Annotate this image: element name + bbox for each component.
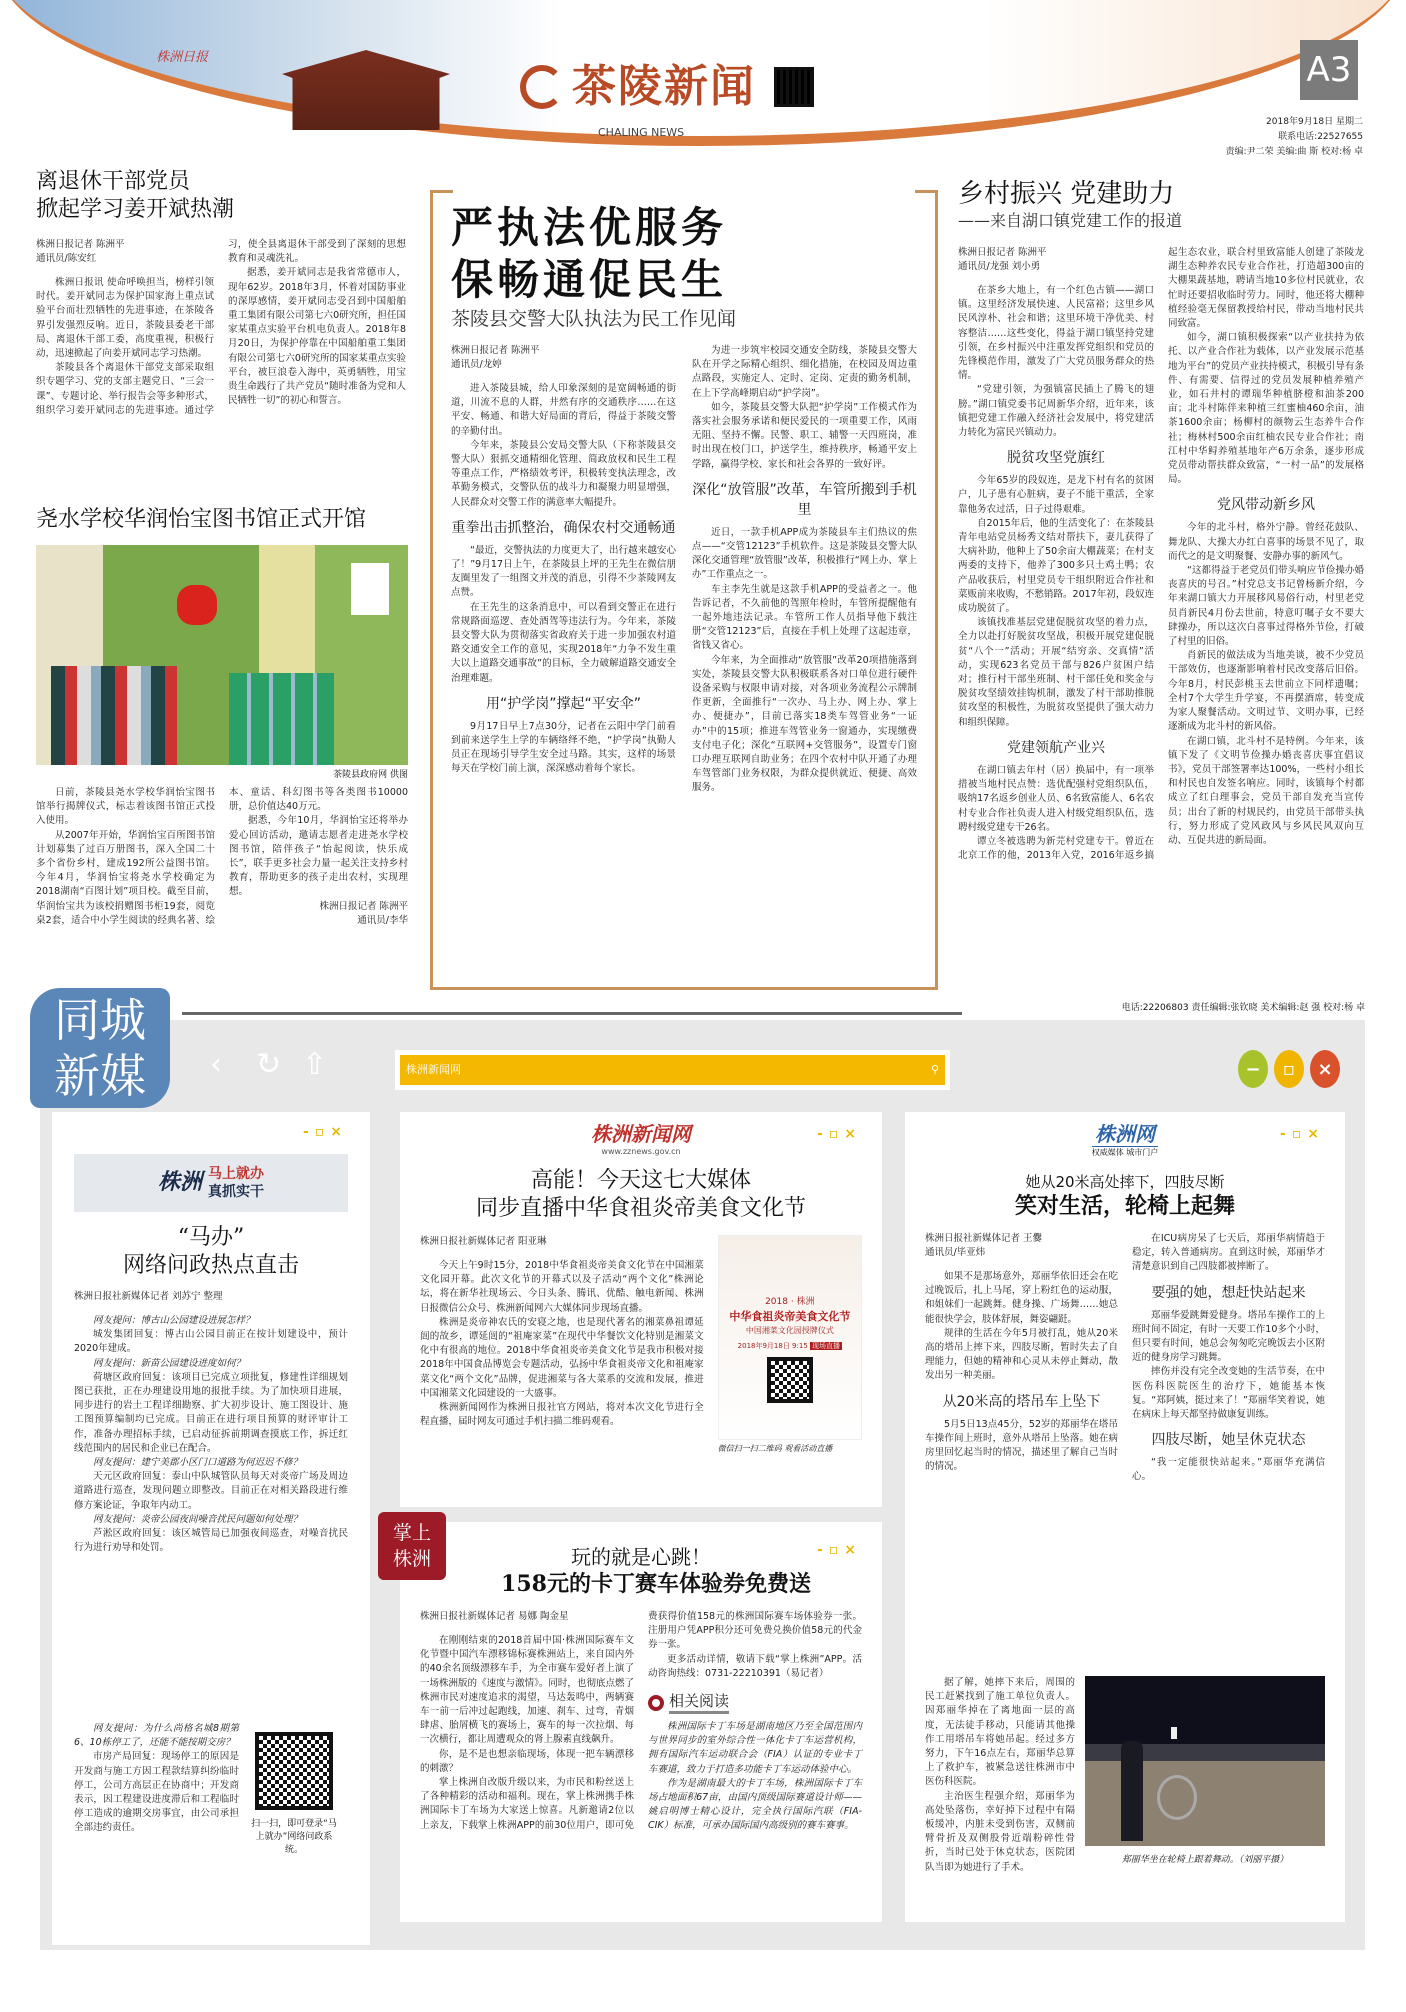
subheading: 脱贫攻坚党旗红 (1007, 450, 1105, 467)
headline: 笑对生活，轮椅上起舞 (1014, 1193, 1235, 1219)
people-right (229, 673, 333, 765)
qr-code-icon (774, 67, 814, 107)
question: 网友提问：新苗公园建设进度如何？ (93, 1357, 246, 1369)
caregiver-figure (1121, 1741, 1143, 1841)
page-number: A3 (1300, 40, 1358, 100)
circle-icon (648, 1695, 664, 1711)
byline: 株洲日报记者 陈洲平 通讯员/陈安红 (36, 239, 125, 264)
paragraph: 在王先生的这条消息中，可以看到交警正在进行常规路面巡逻、查处酒驾等违法行为。今年来，茶陵县交警大队为贯彻落实省政府关于进一步加强农村道路交通安全工作的意见，实现2018年“力争不发生重大以上道路交通事故”的目标，全力破解道路交通安全治理难题。 (451, 601, 676, 684)
subheading: 从20米高的塔吊车上坠下 (942, 1393, 1101, 1410)
paragraph: 掌上株洲自改版升级以来，为市民和粉丝送上了各种精彩的活动和福利。现在，掌上株洲携手株洲国际卡丁车场为大家送上惊喜。凡新邀请2位以上亲友，下载掌上株洲APP的前30位用户，即可免费获得价值158元的株洲国际赛车场体验券一张。注册用户凭APP积分还可免费兑换价值58元的代金券一张。 (420, 1611, 862, 1831)
paragraph: 据悉，姜开斌同志是我省常德市人，现年62岁。2018年3月，怀着对国防事业的深厚感情，姜开斌同志受召到中国船舶重工集团有限公司第七六0研究所，担任国家某重点实验平台机电负责人。2018年8月20日，为保护停靠在中国船舶重工集团有限公司第七六0研究所的国家某重点实验平台，被巨浪卷入海中，英勇牺牲，用宝贵生命践行了共产党员“随时准备为党和人民牺牲一切”的初心和誓言。 (228, 267, 406, 407)
paragraph: 你，是不是也想亲临现场，体现一把车辆漂移的刺激？ (420, 1748, 634, 1774)
minimize-icon[interactable]: − (1238, 1050, 1268, 1088)
headline-line2: 158元的卡丁赛车体验券免费送 (501, 1571, 811, 1597)
paragraph: 为进一步筑牢校园交通安全防线，茶陵县交警大队在开学之际精心组织、细化措施，在校园及周边重点路段，实施定人、定时、定岗、定责的勤务机制，在上下学高峰期启动“护学岗”。 (692, 345, 917, 399)
article-body (36, 786, 408, 962)
card-food-festival (400, 1112, 882, 1507)
card-window-controls[interactable]: -▫× (816, 1542, 862, 1558)
section-badge: 同城 新媒 (30, 988, 170, 1108)
maximize-icon[interactable]: ▫ (1274, 1050, 1304, 1088)
paragraph: “这都得益于老党员们带头响应节俭操办婚丧喜庆的号召。”村党总支书记曾杨新介绍，今年来湖口镇大力开展移风易俗行动，村里老党员肖新民4月份去世前，特意叮嘱子女不要大肆操办，所以这次白喜事过得格外节俭，打破了村里的旧俗。 (1168, 565, 1364, 648)
section-title: 茶陵新闻 (572, 61, 756, 112)
paragraph: 今年来，为全面推动“放管服”改革20项措施落到实处，茶陵县交警大队积极联系各对口单位进行硬件设备采购与权限申请对接，对各项业务流程公示牌制作更新，全面推行“一次办、马上办、网上办、掌上办、便捷办”，目前已落实18类车驾管业务“一证办”中的15项；推进车驾管业务一窗通办，实现缴费支付电子化；深化“互联网+交管服务”，设置专门窗口办理互联网自助业务；在四个农村中队开通了办理车驾管部门业务权限，为群众提供就近、便捷、高效服务。 (692, 654, 917, 794)
paragraph: 株洲日报讯 使命呼唤担当，榜样引领时代。姜开斌同志为保护国家海上重点试验平台而壮烈牺牲的先进事迹，在茶陵各界引发强烈反响。近日，茶陵县委老干部局、离退休干部工委，高度重视，积极行动，迅速掀起了向姜开斌同志学习热潮。 (36, 277, 214, 360)
question: 网友提问：炎帝公园夜间噪音扰民问题如何处理？ (93, 1513, 303, 1525)
answer: 城发集团回复：博古山公园目前正在按计划建设中，预计2020年建成。 (74, 1329, 348, 1355)
poster-caption: 微信扫一扫二维码 观看活动直播 (717, 1444, 833, 1453)
article-body (958, 246, 1364, 976)
answer: 市房产局回复：现场停工的原因是开发商与施工方因工程款结算纠纷临时停工，公司方高层正在协商中；开发商表示，因工程建设进度滞后和工程临时停工造成的逾期交房事宜，由公司承担全部违约责任。 (74, 1751, 239, 1834)
paragraph: 摔伤并没有完全改变她的生活节奏，在中医伤科医院医生的治疗下，她能基本恢复。“郑阿姨，挺过来了！”郑丽华笑着说，她在病床上每天都坚持做康复训练。 (1132, 1366, 1325, 1421)
paragraph: 谭立冬被选聘为新芫村党建专干。曾近在北京工作的他，2013年入党，2016年返乡搞起生态农业，联合村里致富能人创建了茶陵龙湖生态种养农民专业合作社，打造超300亩的大棚果蔬基地，聘请当地10多位村民就业，农忙时还要招收临时劳力。同时，他还将大棚种植经验毫无保留教授给村民，带动当地村民共同致富。 (958, 247, 1364, 862)
headline-line2: 掀起学习姜开斌热潮 (36, 197, 235, 222)
paragraph: 作为是湖南最大的卡丁车场，株洲国际卡丁车场占地面积67亩，由国内顶级国际赛道设计师——姚启明博士精心设计，完全执行国际汽联（FIA-CIK）标准，可承办国际国内高级别的赛车赛事。 (648, 1777, 862, 1832)
paragraph: 近日，一款手机APP成为茶陵县车主们热议的焦点——“交管12123”手机软件。这是茶陵县交警大队深化交通管理“放管服”改革，积极推行“网上办、掌上办”工作重点之一。 (692, 526, 917, 581)
headline-line1: “马办” (177, 1225, 245, 1250)
address-bar[interactable] (395, 1050, 950, 1090)
paragraph: 今年来，茶陵县公安局交警大队（下称茶陵县交警大队）狠抓交通精细化管理、简政放权和民生工程等重点工作，严格绩效考评，积极转变执法理念，改革勤务模式，交警队伍的战斗力和凝聚力明显增强，人民群众对交警工作的满意率大幅提升。 (451, 439, 676, 508)
article-body-continued (925, 1676, 1075, 1873)
paragraph: “最近，交警执法的力度更大了，出行越来越安心了！”9月17日上午，在茶陵县上坪的王先生在微信朋友圈里发了一组图文并茂的消息，引得不少茶陵网友点赞。 (451, 544, 676, 599)
paragraph: 在湖口镇去年村（居）换届中，有一项举措被当地村民点赞：选优配强村党组织队伍，吸纳17名返乡创业人员、6名致富能人、6名农村专业合作社负责人进入村级党组织队伍，选聘村级党建专干26名。 (958, 764, 1154, 833)
red-ribbon (177, 585, 217, 625)
paragraph: 据了解，她摔下来后，周围的民工赶紧找到了施工单位负责人。因郑丽华掉在了离地面一层的高度，无法徒手移动，只能请其他操作工用塔吊车将她吊起。经过多方努力，下午16点左右，郑丽华总算上了救护车，被紧急送往株洲市中医伤科医院。 (925, 1677, 1075, 1788)
wheelchair-photo (1085, 1676, 1325, 1846)
paragraph: 从2007年开始，华润怡宝百所图书馆计划募集了过百万册图书，深入全国二十多个省份乡村，建成192所公益图书馆。今年4月，华润怡宝将尧水学校确定为2018湖南“百图计划”项目校。截至目前，华润怡宝共为该校捐赠图书柜19套，阅览桌2套，适合中小学生阅读的经典名著、绘本、童话、科幻图书等各类图书10000册，总价值达40万元。 (36, 787, 408, 926)
paragraph: 5月5日13点45分，52岁的郑丽华在塔吊车操作间上班时，意外从塔吊上坠落。她在病房里回忆起当时的情况，描述里了解自己当时的情况。 (925, 1418, 1118, 1473)
signature: 通讯员/李华 (357, 914, 408, 926)
paragraph: 9月17日早上7点30分，记者在云阳中学门前看到前来送学生上学的车辆络绎不绝，“护学岗”执勤人员正在现场引导学生安全过马路。其实，这样的场景每天在学校门前上演，深深感动着每个家长。 (451, 720, 676, 775)
byline: 株洲日报社新媒体记者 刘苏宁 整理 (74, 1291, 223, 1302)
article-body (36, 238, 406, 463)
signature: 株洲日报记者 陈洲平 (319, 900, 408, 912)
paragraph: 自2015年后，他的生活变化了：在茶陵县青年电站党员杨秀文结对帮扶下，妻儿获得了大病补助，他种上了50余亩大棚蔬菜；在村支两委的支持下，他养了300多只土鸡土鸭；农产品收获后，村里党员专干组织附近合作社和菜贩前来收购，不愁销路。2017年初，段奴连成功脱贫了。 (958, 517, 1154, 615)
back-icon[interactable]: ‹ (210, 1047, 222, 1082)
brand (520, 62, 814, 112)
article-body (420, 1235, 704, 1461)
brand-logo-icon (520, 65, 564, 109)
paragraph: 在刚刚结束的2018首届中国·株洲国际赛车文化节暨中国汽车漂移锦标赛株洲站上，来自国内外的40余名顶级漂移车手，为全市赛车爱好者上演了一场株洲版的《速度与激情》。同时，也彻底点燃了株洲市民对速度追求的渴望，马达轰鸣中，两辆赛车一前一后冲过起跑线，加速、刹车、过弯，青烟肆虐、胎屑横飞的赛场上，赛车的每一次拉烟、每一次横行，都让周遭观众的肾上腺素直线飙升。 (420, 1635, 634, 1746)
qr-code-icon[interactable] (255, 1732, 333, 1810)
people-left (51, 666, 177, 765)
headline-line2: 同步直播中华食祖炎帝美食文化节 (475, 1196, 806, 1221)
article-body (420, 1610, 862, 1910)
byline: 株洲日报社新媒体记者 阳亚琳 (420, 1236, 547, 1247)
byline: 株洲日报记者 陈洲平 通讯员/龙婷 (451, 345, 540, 370)
paragraph: 如今，湖口镇积极探索“以产业扶持为依托、以产业合作社为载体，以产业发展示范基地为平台”的党员产业扶持模式，积极引导有条件、有需要、信得过的党员发展种植养殖产业，如石井村的谭瑞华种植脐橙和油茶200亩；北斗村陈伴来种植三红蜜柚460余亩，油茶1600余亩；杨柳村的颜物云生态养牛合作社；梅林村500余亩红柚农民专业合作社；南江村中华鲟养殖基地年产6万余条，逐步形成党员带动帮扶群众致富，“一村一品”的发展格局。 (1168, 332, 1364, 486)
section-title-en: CHALING NEWS (598, 126, 685, 139)
address-input[interactable]: 株洲新闻网 (406, 1063, 461, 1076)
byline: 株洲日报社新媒体记者 王爨 通讯员/毕亚炜 (925, 1233, 1043, 1258)
subheading: 深化“放管服”改革，车管所搬到手机里 (692, 481, 917, 518)
qr-code-icon[interactable] (767, 1357, 813, 1403)
paragraph: 肖新民的做法成为当地美谈，被不少党员干部效仿，也逐渐影响着村民改变落后旧俗。今年8月，村民彭桃玉去世前立下同样遗嘱；全村7个大学生升学宴，不再摆酒席，转变成为家人聚餐活动。文明过节、文明办事，已经逐渐成为北斗村的新风俗。 (1168, 650, 1364, 733)
card-wheelchair-dancer (905, 1112, 1345, 1922)
article-library-opening (36, 505, 408, 962)
qa-list (74, 1290, 348, 1716)
close-icon[interactable]: × (1310, 1050, 1340, 1088)
headline-line1: 严执法优服务 (451, 203, 728, 252)
paragraph: 今年的北斗村，格外宁静。曾经花鼓队、舞龙队、大操大办红白喜事的场景不见了，取而代之的是文明聚餐、安静办事的新风气。 (1168, 522, 1364, 562)
card-window-controls[interactable]: -▫× (1279, 1126, 1325, 1142)
answer: 天元区政府回复：泰山中队城管队员每天对炎帝广场及周边道路进行巡查，发现问题立即整改。目前正在对相关路段进行维修方案论证，争取年内动工。 (74, 1471, 348, 1511)
search-icon[interactable]: ⚲ (930, 1063, 939, 1076)
zhangshang-zhuzhou-logo: 掌上 株洲 (378, 1512, 446, 1580)
paragraph: “党建引领，为强镇富民插上了腾飞的翅膀。”湖口镇党委书记周新华介绍，近年来，该镇把党建工作融入经济社会发展中，将党建活力转化为富民兴镇动力。 (958, 384, 1154, 439)
mashangjiuban-banner: 株洲 马上就办 真抓实干 (74, 1154, 348, 1212)
qr-caption: 扫一扫，即可登录“马上就办”网络问政系统。 (251, 1819, 337, 1855)
library-photo (36, 545, 408, 765)
logo-url: www.zznews.gov.cn (601, 1147, 681, 1156)
card-window-controls[interactable]: -▫× (302, 1124, 348, 1140)
paragraph: 今天上午9时15分，2018中华食祖炎帝美食文化节在中国湘菜文化园开幕。此次文化节的开幕式以及子活动“两个文化”株洲论坛，将在新华社现场云、今日头条、腾讯、优酷、触电新闻、株洲日报微信公众号、株洲新闻网六大媒体同步现场直播。 (420, 1260, 704, 1314)
paragraph: 株洲新闻网作为株洲日报社官方网站，将对本次文化节进行全程直播，届时网友可通过手机扫描二维码观看。 (420, 1402, 704, 1428)
card-karting (392, 1522, 882, 1922)
photo-credit: 茶陵县政府网 供图 (333, 770, 408, 780)
article-body (451, 344, 917, 974)
window-controls (1238, 1050, 1340, 1088)
article-body (925, 1232, 1325, 1672)
section-divider (182, 1012, 962, 1015)
paragraph: 茶陵县各个离退休干部党支部采取组织专题学习、党的支部主题党日、“三会一课”、专题讨论、举行报告会等多种形式，组织学习姜开斌同志的先进事迹。通过学习，使全县离退休干部受到了深刻的思想教育和灵魂洗礼。 (36, 239, 406, 416)
zhuzhou-net-logo: 株洲网 (1094, 1122, 1155, 1146)
paragraph: 进入茶陵县城，给人印象深刻的是宽阔畅通的街道，川流不息的人群，井然有序的交通秩序……在这平安、畅通、和谐大好局面的背后，得益于茶陵交警的辛勤付出。 (451, 383, 676, 437)
zznews-logo: 株洲新闻网 (591, 1122, 691, 1146)
paragraph: 如今，茶陵县交警大队把“护学岗”工作模式作为落实社会服务承诺和便民爱民的一项重要工作，风雨无阻、坚持不懈。民警、职工、辅警一天四班岗，准时出现在校门口，护送学生，维持秩序，畅通平安上学路，赢得学校、家长和社会各界的一致好评。 (692, 401, 917, 470)
article-traffic-police (430, 190, 938, 990)
wheelchair-figure (1157, 1775, 1197, 1820)
building-light (1171, 1727, 1177, 1739)
paragraph: 郑丽华爱跳舞爱健身。塔吊车操作工的上班时间不固定，有时一天要工作10多个小时，但只要有时间，她总会匆匆吃完晚饭去小区附近的健身房学习跳舞。 (1132, 1309, 1325, 1364)
paragraph: 在湖口镇，北斗村不是特例。今年来，该镇下发了《文明节俭操办婚丧喜庆事宜倡议书》，党员干部签署率达100%，一些村小组长和村民也自发签名响应。同时，该镇每个村都成立了红白理事会，党员干部自发充当宣传员；出台了新的村规民约，由党员干部带头执行，努力形成了党风政风与乡风民风双向互动、互促共进的新局面。 (1168, 735, 1364, 846)
question: 网友提问：博古山公园建设进展怎样？ (93, 1315, 255, 1326)
paragraph: 今年65岁的段奴连，是龙下村有名的贫困户，儿子患有心脏病，妻子不能干重活，全家靠他务农过活，日子过得艰难。 (958, 475, 1154, 515)
subheading: 用“护学岗”撑起“平安伞” (485, 695, 641, 712)
headline: 乡村振兴 党建助力 (958, 179, 1175, 209)
home-icon[interactable]: ⇧ (302, 1047, 328, 1082)
contact-phone: 联系电话:22527655 (1278, 132, 1363, 142)
byline: 株洲日报记者 陈洲平 通讯员/龙强 刘小勇 (958, 247, 1047, 272)
subheading: 党建领航产业兴 (1007, 739, 1105, 756)
paragraph: 如果不是那场意外，郑丽华依旧还会在吃过晚饭后，扎上马尾，穿上粉红色的运动服，和姐妹们一起跳舞。健身操、广场舞……她总能很快学会，肢体舒展，舞姿翩跹。 (925, 1271, 1118, 1325)
paragraph: 株洲国际卡丁车场是湖南地区乃至全国范围内与世界同步的室外综合性一体化卡丁车运营机构，拥有国际汽车运动联合会（FIA）认证的专业卡丁车赛道，致力于打造多功能卡丁车运动体验中心。 (648, 1721, 862, 1775)
subheading: 重拳出击抓整治，确保农村交通畅通 (451, 519, 676, 536)
paragraph: “我一定能很快站起来。”郑丽华充满信心。 (1132, 1457, 1325, 1483)
issue-date: 2018年9月18日 星期二 (1266, 117, 1363, 127)
question: 网友提问：为什么尚格名城8期第6、10栋停工了，还能不能按期交房？ (74, 1723, 239, 1749)
photo-caption: 郑丽华坐在轮椅上跟着舞动。（刘丽平摄） (1121, 1855, 1289, 1865)
paragraph: 主治医生程强介绍，郑丽华为高处坠落伤，幸好掉下过程中有隔板缓冲，内脏未受到伤害，双侧前臂骨折及双侧股骨近端粉碎性骨折，当时已处于休克状态，医院团队当即为她进行了手术。 (925, 1790, 1075, 1873)
logo-tagline: 权威媒体 城市门户 (1091, 1148, 1159, 1157)
related-reading-heading: 相关阅读 (648, 1691, 862, 1714)
answer: 芦淞区政府回复：该区城管局已加强夜间巡查，对噪音扰民行为进行劝导和处罚。 (74, 1528, 348, 1554)
article-retired-cadres (36, 168, 406, 463)
kicker: 她从20米高处摔下，四肢尽断 (1025, 1173, 1225, 1191)
paper-logo: 株洲日报 (156, 50, 209, 65)
headline-line2: 网络问政热点直击 (122, 1253, 299, 1278)
editor-credits: 责编:尹二荣 美编:曲 斯 校对:杨 卓 (1225, 147, 1363, 157)
qa-last (74, 1722, 239, 1864)
festival-poster: 2018 · 株洲 中华食祖炎帝美食文化节 中国湘菜文化园授牌仪式 2018年9月18日 9:15 现场直播 (718, 1235, 862, 1440)
logo-sign (351, 563, 389, 615)
paragraph: 规律的生活在今年5月被打乱，她从20米高的塔吊上摔下来，四肢尽断，暂时失去了自理能力，但她的精神和心灵从未停止舞动，散发出另一种美丽。 (925, 1327, 1118, 1382)
refresh-icon[interactable]: ↻ (256, 1047, 282, 1082)
paragraph: 该镇找准基层党建促脱贫攻坚的着力点，全力以赴打好脱贫攻坚战，积极开展党建促脱贫“八个一”活动；开展“结穷亲、交真情”活动，实现623名党员干部与826户贫困户结对；推行村干部坐班制、村干部任免和奖金与脱贫攻坚绩效挂钩机制，激发了村干部助推脱贫攻坚的积极性，为脱贫攻坚提供了强大动力和组织保障。 (958, 617, 1154, 728)
paragraph: 株洲是炎帝神农氏的安寝之地，也是现代著名的湘菜鼻祖谭延闿的故乡，谭延闿的“祖庵家菜”在现代中华餐饮文化特别是湘菜文化中有很高的地位。2018中华食祖炎帝美食文化节是我市积极对接2018年中国食品博览会专题活动，弘扬中华食祖炎帝文化和祖庵家菜文化“两个文化”品牌，促进湘菜与各大菜系的交流和发展，推进中国湘菜文化园建设的一大盛事。 (420, 1316, 704, 1399)
card-mabanqq (52, 1112, 370, 1945)
headline: 尧水学校华润怡宝图书馆正式开馆 (36, 507, 367, 532)
subtitle: ——来自湖口镇党建工作的报道 (958, 211, 1183, 230)
headline-line2: 保畅通促民生 (451, 255, 728, 304)
answer: 荷塘区政府回复：该项目已完成立项批复，修建性详细规划图已获批，正在办理建设用地的报批手续。为了加快项目进展，同步进行的岩土工程详细勘察、扩大初步设计、施工图设计、施工图预算编制均已完成。目前正在进行项目预算的财评审计工作，准备办理招标手续，已启动征拆前期调查摸底工作，拆迁红线范围内的居民和企业已在配合。 (74, 1371, 348, 1454)
question: 网友提问：建宁美郡小区门口道路为何迟迟不修？ (93, 1457, 303, 1469)
subheading: 党风带动新乡风 (1217, 497, 1315, 514)
subheading: 四肢尽断，她呈休克状态 (1151, 1432, 1306, 1449)
paragraph: 日前，茶陵县尧水学校华润怡宝图书馆举行揭牌仪式，标志着该图书馆正式投入使用。 (36, 787, 215, 827)
article-rural-revitalization (958, 178, 1364, 976)
headline-line1: 离退休干部党员 (36, 169, 191, 194)
paragraph: 据悉，今年10月，华润怡宝还将举办爱心回访活动，邀请志愿者走进尧水学校图书馆，陪伴孩子“怡起阅读，快乐成长”，联手更多社会力量一起关注支持乡村教育，帮助更多的孩子走出农村，实现理想。 (229, 815, 408, 898)
paragraph: 车主李先生就是这款手机APP的受益者之一。他告诉记者，不久前他的驾照年检时，车管所提醒他有一起外地违法记录。车管所工作人员指导他下载注册“交管12123”后，直接在手机上处理了这起违章，省钱又省心。 (692, 583, 917, 652)
section-credits: 电话:22206803 责任编辑:张钦晓 美术编辑:赵 强 校对:杨 卓 (1121, 1003, 1365, 1013)
card-window-controls[interactable]: -▫× (816, 1126, 862, 1142)
byline: 株洲日报社新媒体记者 易娜 陶金星 (420, 1611, 569, 1622)
paragraph: 更多活动详情，敬请下载“掌上株洲”APP。活动咨询热线：0731-22210391（易记者） (648, 1653, 862, 1679)
headline-line1: 玩的就是心跳！ (571, 1545, 711, 1569)
paragraph: 在茶乡大地上，有一个红色古镇——湖口镇。这里经济发展快速、人民富裕；这里乡风民风淳朴、社会和谐；这里环境干净优美、村容整洁……这些变化，得益于湖口镇坚持党建引领，在乡村振兴中注重发挥党组织和党员的先锋模范作用，激发了广大党员服务群众的热情。 (958, 285, 1154, 382)
subheading: 要强的她，想赶快站起来 (1151, 1284, 1306, 1301)
paragraph: 在ICU病房呆了七天后，郑丽华病情趋于稳定，转入普通病房。直到这时候，郑丽华才清楚意识到自己四肢都被摔断了。 (1132, 1233, 1325, 1273)
subtitle: 茶陵县交警大队执法为民工作见闻 (451, 308, 737, 330)
headline-line1: 高能！今天这七大媒体 (530, 1168, 751, 1193)
